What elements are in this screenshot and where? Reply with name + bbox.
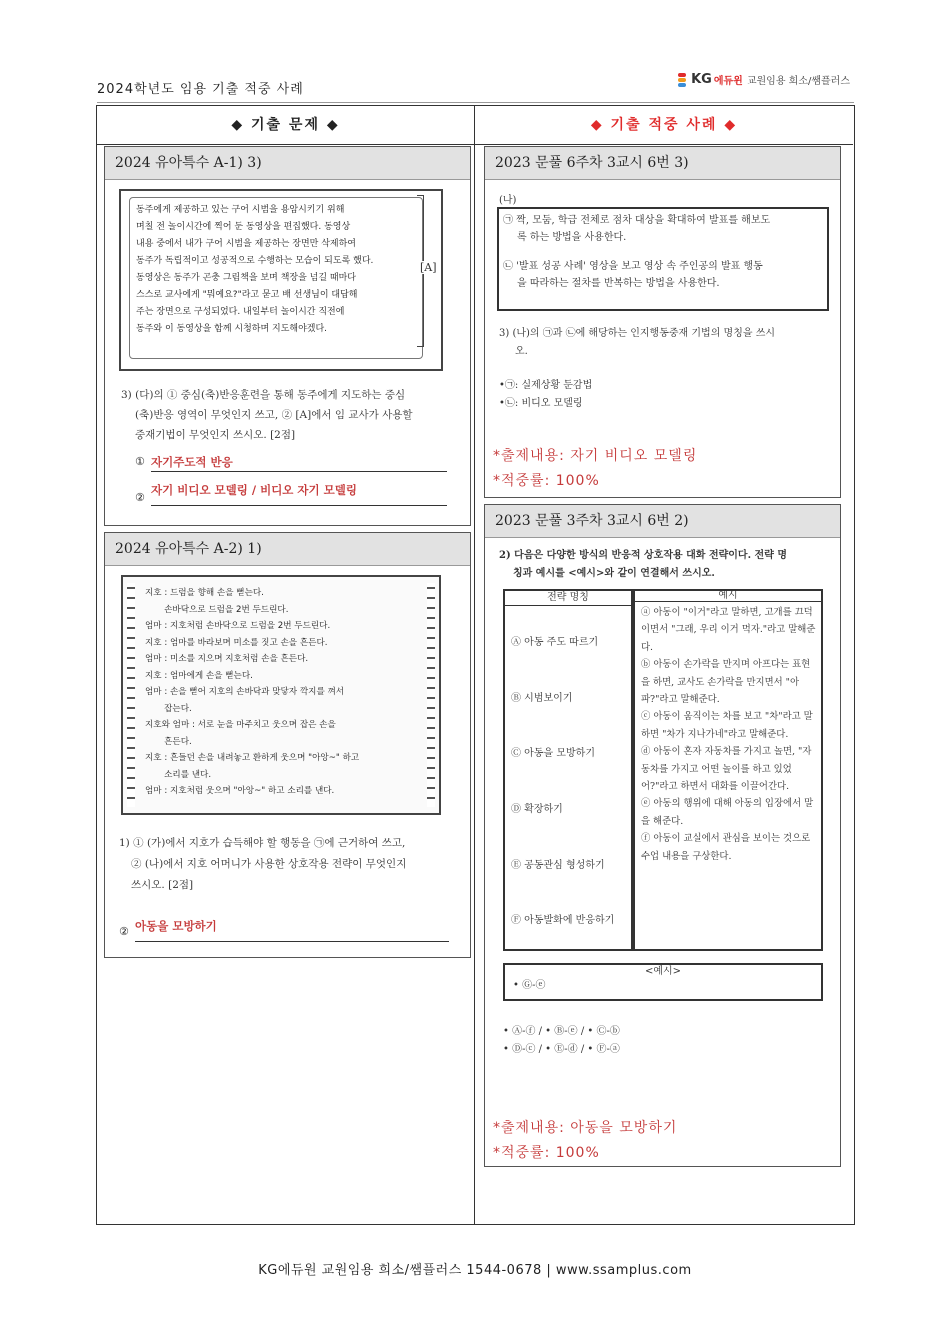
answer-list <box>499 377 592 413</box>
answer-list <box>503 1023 620 1059</box>
example-box <box>503 963 823 1001</box>
right-hit-box-1 <box>484 146 841 498</box>
dialogue-frame <box>121 575 441 815</box>
answer-line: • Ⓐ-ⓕ / • Ⓑ-ⓔ / • Ⓒ-ⓑ <box>503 1026 620 1037</box>
left-question-box-1 <box>104 146 471 526</box>
example-item: ⓓ 아동이 혼자 자동차를 가지고 놀면, "자동차를 가지고 어떤 놀이를 하고 있었어?"라고 하면서 대화를 이끌어간다. <box>641 746 812 793</box>
dialogue-line: 잡는다. <box>145 703 192 714</box>
question-line: 3) (다)의 ① 중심(축)반응훈련을 통해 동주에게 지도하는 중심 <box>121 389 406 401</box>
answer-number: ① <box>135 455 145 468</box>
example-list <box>635 602 821 865</box>
section-label: (나) <box>499 195 517 206</box>
strategy-header: 전략 명칭 <box>505 591 631 606</box>
left-question-box-2 <box>104 532 471 958</box>
dialogue-line: 엄마 : 미소를 지으며 지호처럼 손을 흔든다. <box>145 654 309 664</box>
example-item: ⓕ 아동이 교실에서 관심을 보이는 것으로 수업 내용을 구상한다. <box>641 833 811 862</box>
example-header: 예시 <box>635 591 821 602</box>
box-title: 2023 문풀 3주차 3교시 6번 2) <box>485 505 840 538</box>
answer-number: ② <box>119 925 129 938</box>
condition-box <box>497 207 829 311</box>
page-footer: KG에듀원 교원임용 희소/쌤플러스 1544-0678 | www.ssamplus.com <box>258 1263 692 1278</box>
condition-line: ㉠ 짝, 모둠, 학급 전체로 점차 대상을 확대하여 발표를 해보도 <box>503 215 771 226</box>
hit-rate-note: *적중률: 100% <box>493 473 600 489</box>
header-divider <box>97 102 854 103</box>
dialogue-line: 지호 : 엄마에게 손을 뻗는다. <box>145 670 253 681</box>
box-title: 2024 유아특수 A-1) 3) <box>105 147 470 180</box>
passage-frame <box>119 189 443 371</box>
right-hit-box-2 <box>484 504 841 1167</box>
question-line: 2) 다음은 다양한 방식의 반응적 상호작용 대화 전략이다. 전략 명 <box>499 550 788 561</box>
example-item: ⓑ 아동이 손가락을 만지며 아프다는 표현을 하면, 교사도 손가락을 만지면서 "아파?"라고 말해준다. <box>641 659 811 706</box>
example-column <box>633 589 823 951</box>
strategy-column <box>503 589 633 951</box>
strategy-item: Ⓐ 아동 주도 따르기 <box>511 637 599 648</box>
dialogue-line: 손바닥으로 드럼을 2번 두드린다. <box>145 604 289 615</box>
condition-line: ㉡ '발표 성공 사례' 영상을 보고 영상 속 주인공의 발표 행동 <box>503 261 763 272</box>
logo-name: 에듀윈 <box>713 76 743 87</box>
dialogue-line: 지호 : 드럼을 향해 손을 뻗는다. <box>145 588 264 598</box>
passage-line: 동영상은 동주가 곤충 그림책을 보며 책장을 넘길 때마다 <box>136 273 356 283</box>
film-strip-right <box>427 583 435 807</box>
film-strip-left <box>127 583 135 807</box>
question-line: 칭과 예시를 <예시>와 같이 연결해서 쓰시오. <box>513 568 715 579</box>
right-column-header: ◆ 기출 적중 사례 ◆ <box>475 106 853 145</box>
passage-line: 동주가 독립적이고 성공적으로 수행하는 모습이 되도록 했다. <box>136 256 374 266</box>
question-line: 쓰시오. [2점] <box>131 879 194 891</box>
logo-mark-icon <box>678 73 688 87</box>
dialogue-line: 지호 : 엄마를 바라보며 미소를 짓고 손을 흔든다. <box>145 637 328 648</box>
hit-content-note: *출제내용: 아동을 모방하기 <box>493 1120 678 1136</box>
answer-text: 자기 비디오 모델링 / 비디오 자기 모델링 <box>151 483 357 497</box>
question-line: (축)반응 영역이 무엇인지 쓰고, ② [A]에서 임 교사가 사용할 <box>135 409 413 421</box>
strategy-item: Ⓓ 확장하기 <box>511 804 563 815</box>
left-column-header: ◆ 기출 문제 ◆ <box>97 106 474 145</box>
passage-line: 며칠 전 놀이시간에 찍어 둔 동영상을 편집했다. 동영상 <box>136 222 351 232</box>
dialogue-line: 지호 : 흔들던 손을 내려놓고 환하게 웃으며 "아앙~" 하고 <box>145 753 360 763</box>
box-title: 2023 문풀 6주차 3교시 6번 3) <box>485 147 840 180</box>
strategy-item: Ⓑ 시범보이기 <box>511 693 573 704</box>
logo-brand: KG <box>691 72 712 87</box>
passage-line: 주는 장면으로 구성되었다. 내일부터 놀이시간 직전에 <box>136 307 345 317</box>
question-text <box>499 325 829 361</box>
hit-rate-note: *적중률: 100% <box>493 1145 600 1161</box>
question-line: 중재기법이 무엇인지 쓰시오. [2점] <box>135 429 296 441</box>
strategy-item: Ⓕ 아동발화에 반응하기 <box>511 915 615 926</box>
brand-logo <box>678 72 850 87</box>
hit-content-note: *출제내용: 자기 비디오 모델링 <box>493 448 698 464</box>
answer-item: •㉠: 실제상황 둔감법 <box>499 380 593 391</box>
dialogue-text <box>145 585 415 800</box>
passage-line: 내용 중에서 내가 구어 시범을 제공하는 장면만 삭제하여 <box>136 239 356 249</box>
dialogue-line: 지호와 엄마 : 서로 눈을 마주치고 웃으며 잡은 손을 <box>145 720 336 730</box>
dialogue-line: 엄마 : 지호처럼 웃으며 "아앙~" 하고 소리를 낸다. <box>145 786 335 796</box>
column-divider <box>474 105 475 1224</box>
answer-text: 자기주도적 반응 <box>151 455 233 469</box>
answer-line <box>151 451 447 472</box>
strategy-item: Ⓒ 아동을 모방하기 <box>511 748 595 759</box>
answer-line <box>135 915 449 942</box>
passage-line: 스스로 교사에게 "뭐예요?"라고 묻고 배 선생님이 대답해 <box>136 290 358 300</box>
question-line: 3) (나)의 ㉠과 ㉡에 해당하는 인지행동중재 기법의 명칭을 쓰시 <box>499 328 776 339</box>
question-line: ② (나)에서 지호 어머니가 사용한 상호작용 전략이 무엇인지 <box>131 858 407 870</box>
passage-line: 동주와 이 동영상을 함께 시청하며 지도해야겠다. <box>136 324 328 334</box>
question-line: 1) ① (가)에서 지호가 습득해야 할 행동을 ㉠에 근거하여 쓰고, <box>119 837 406 849</box>
example-box-title: <예시> <box>644 966 682 977</box>
strategy-item: Ⓔ 공동관심 형성하기 <box>511 860 605 871</box>
passage-note <box>129 197 423 359</box>
condition-line: 록 하는 방법을 사용한다. <box>517 232 627 243</box>
answer-text: 아동을 모방하기 <box>135 919 217 933</box>
logo-subtitle: 교원임용 희소/쌤플러스 <box>746 76 850 87</box>
dialogue-line: 엄마 : 지호처럼 손바닥으로 드럼을 2번 두드린다. <box>145 621 331 631</box>
question-text <box>121 385 456 445</box>
dialogue-line: 흔든다. <box>145 736 192 747</box>
dialogue-line: 소리를 낸다. <box>145 769 212 780</box>
answer-line: • Ⓓ-ⓒ / • Ⓔ-ⓓ / • Ⓕ-ⓐ <box>503 1044 620 1055</box>
answer-line <box>151 479 447 506</box>
bracket-label: [A] <box>420 261 437 274</box>
question-text <box>119 833 459 896</box>
example-item: ⓐ 아동이 "이거"라고 말하면, 고개를 끄덕이면서 "그래, 우리 이거 먹자."라고 말해준다. <box>641 607 816 653</box>
box-title: 2024 유아특수 A-2) 1) <box>105 533 470 566</box>
answer-number: ② <box>135 491 145 504</box>
page-header-title: 2024학년도 임용 기출 적중 사례 <box>97 82 304 97</box>
question-line: 오. <box>515 346 528 357</box>
example-box-value: • Ⓖ-ⓔ <box>513 980 546 991</box>
passage-line: 동주에게 제공하고 있는 구어 시범을 용암시키기 위해 <box>136 205 345 215</box>
dialogue-line: 엄마 : 손을 뻗어 지호의 손바닥과 맞닿자 깍지를 껴서 <box>145 687 345 697</box>
question-text <box>499 547 829 583</box>
example-item: ⓒ 아동이 움직이는 차를 보고 "차"라고 말하면 "차가 지나가네"라고 말해준다. <box>641 711 813 740</box>
answer-item: •㉡: 비디오 모델링 <box>499 398 583 409</box>
condition-line: 을 따라하는 절차를 반복하는 방법을 사용한다. <box>517 278 720 289</box>
example-item: ⓔ 아동의 행위에 대해 아동의 입장에서 말을 해준다. <box>641 798 814 827</box>
